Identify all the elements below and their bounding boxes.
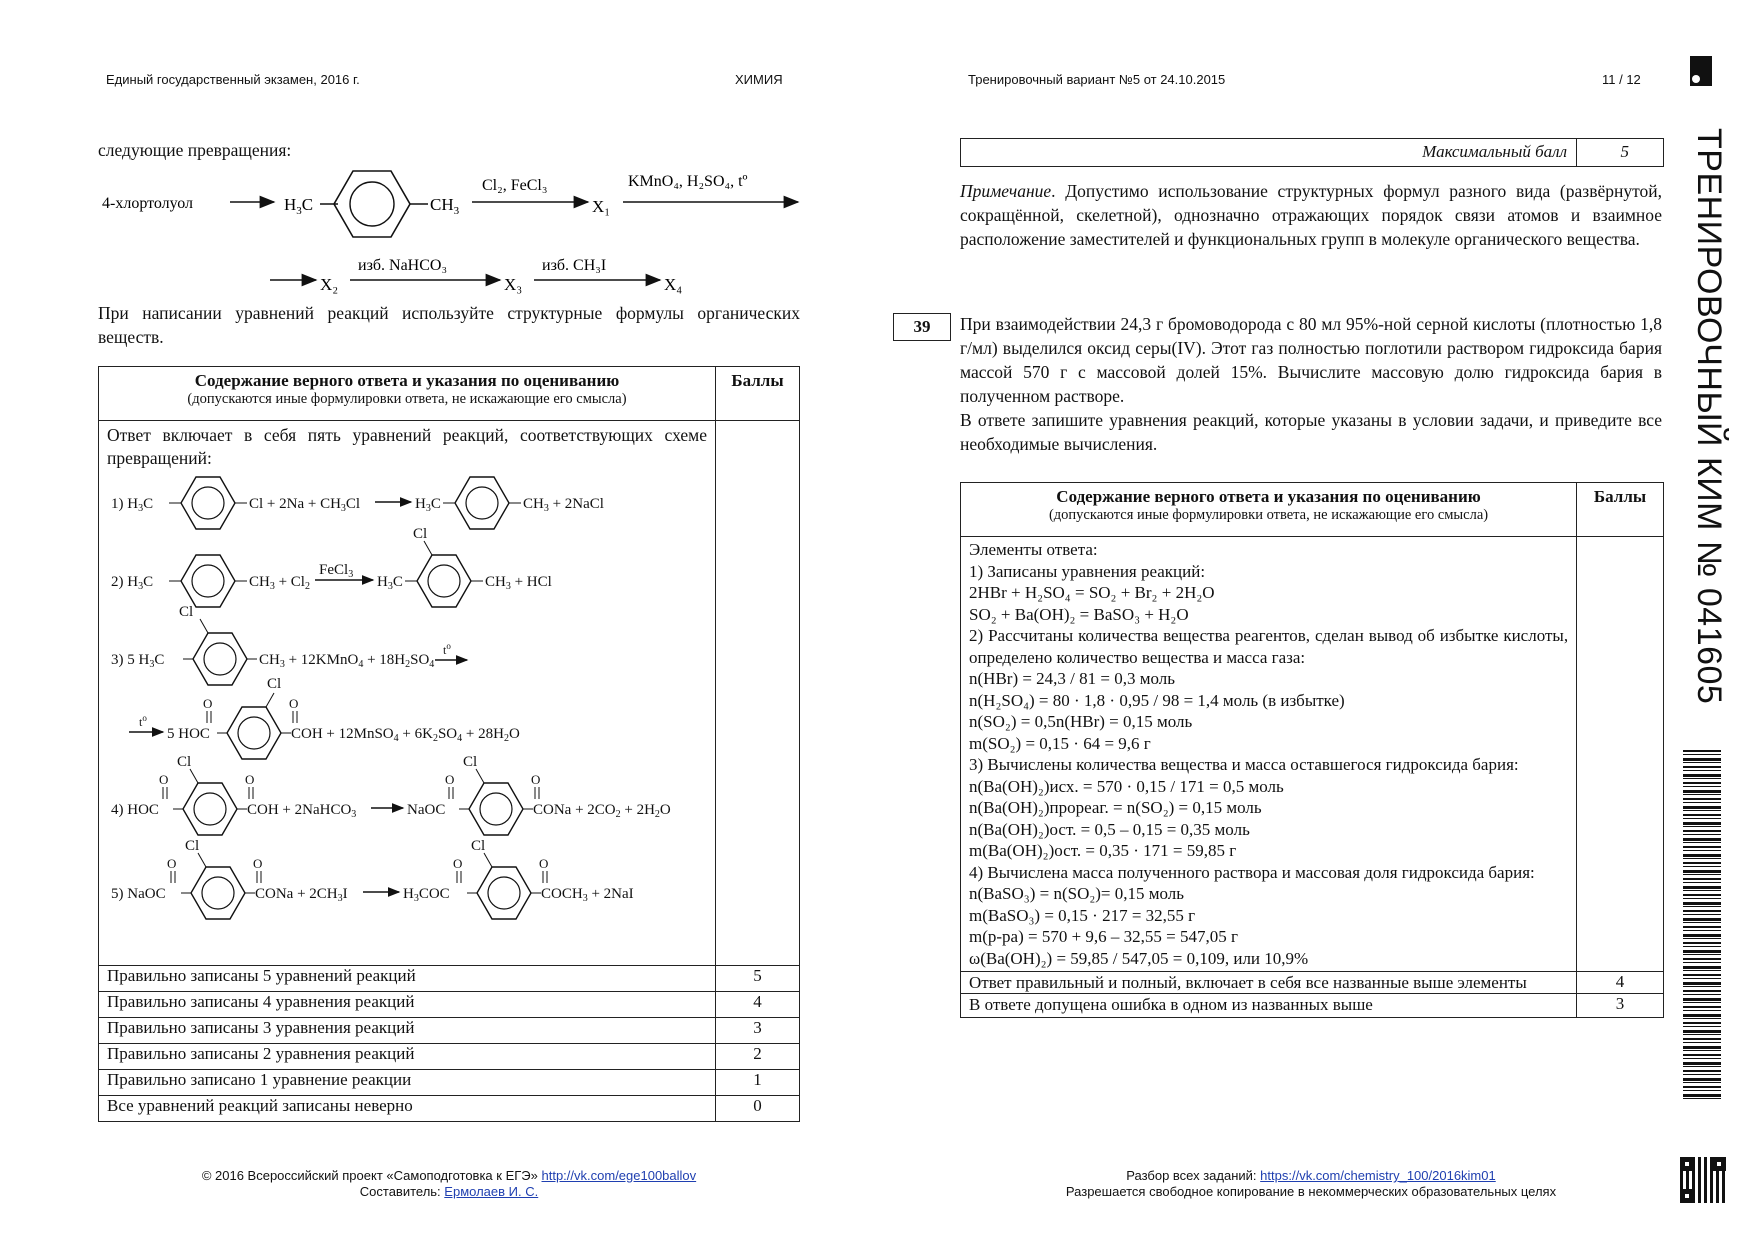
svg-text:NaOC: NaOC [407, 802, 446, 818]
ege100-link[interactable]: http://vk.com/ege100ballov [541, 1168, 697, 1183]
svg-text:CONa + 2CO2 + 2H2O: CONa + $2CO_2 + 2H_2O$ [533, 802, 671, 820]
svg-text:O: O [453, 856, 463, 871]
score-row-points: 2 [716, 1044, 800, 1070]
answer-intro: Ответ включает в себя пять уравнений реакций, соответствующих схеме превращений: [107, 425, 707, 468]
svg-text:Cl: Cl [267, 676, 282, 692]
variant-label: Тренировочный вариант №5 от 24.10.2015 [968, 72, 1226, 87]
right-table-points-header: Баллы [1577, 483, 1664, 537]
score-row-points: 5 [716, 966, 800, 992]
svg-text:4) HOC: 4) HOC [111, 802, 159, 818]
transformation-scheme [98, 160, 808, 295]
svg-text:FeCl3: FeCl$_3$ [319, 562, 354, 580]
left-table-header: Содержание верного ответа и указания по оцениванию (допускаются иные формулировки ответа, не искажающие его смысла) [99, 367, 716, 421]
svg-text:H3C: $H_3C$ [377, 574, 403, 592]
intro-text: следующие превращения: [98, 140, 292, 160]
svg-text:H3COC: $H_3COC$ [403, 886, 450, 904]
svg-text:Cl + 2Na + CH3Cl: $Cl + 2Na + CH_3Cl$ [249, 496, 361, 514]
svg-text:O: O [539, 856, 549, 871]
svg-text:CH3 + HCl: $CH_3$ + HCl [485, 574, 552, 592]
answer-elements-cell: Элементы ответа: 1) Записаны уравнения реакций: 2HBr + H₂SO₄ = SO₂ + Br₂ + 2H₂O SO₂ + Ba(OH)₂ = BaSO₃ + H₂O 2) Рассчитаны количества вещества реагентов, сделан вывод об избытке кислоты, определено количество вещества и масса газа: n(HBr) = 24,3 / 81 = 0,3 моль n(H₂SO₄) = 80 · 1,8 · 0,95 / 98 = 1,4 моль (в избытке) n(SO₂) = 0,5n(HBr) = 0,15 моль m(SO₂) = 0,15 · 64 = 9,6 г 3) Вычислены количества вещества и масса оставшегося гидроксида бария: n(Ba(OH)₂)исх. = 570 · 0,15 / 171 = 0,5 моль n(Ba(OH)₂)прореаг. = n(SO₂) = 0,15 моль n(Ba(OH)₂)ост. = 0,5 – 0,15 = 0,35 моль m(Ba(OH)₂)ост. = 0,35 · 171 = 59,85 г 4) Вычислена масса полученного раствора и массовая доля гидроксида бария: n(BaSO₃) = n(SO₂)= 0,15 моль m(BaSO₃) = 0,15 · 217 = 32,55 г m(р-ра) = 570 + 9,6 – 32,55 = 547,05 г ω(Ba(OH)₂) = 59,85 / 547,05 = 0,109, или 10,9% [961, 537, 1577, 972]
author-link[interactable]: Ермолаев И. С. [444, 1184, 539, 1199]
svg-text:to: $t^o$ [139, 713, 147, 729]
svg-text:3) 5 H3C: 3) 5 $H_3C$ [111, 652, 165, 670]
page-number: 11 / 12 [1602, 72, 1641, 87]
vertical-title-container [1678, 128, 1738, 728]
task-text: При взаимодействии 24,3 г бромоводорода с 80 мл 95%-ной серной кислоты (плотностью 1,8 г/мл) выделился оксид серы(IV). Этот газ полностью поглотили раствором гидроксида бария массой 570 г с массовой долей 15%. Вычислите массовую долю гидроксида бария в полученном растворе. В ответе запишите уравнения реакций, которые указаны в условии задачи, и приведите все необходимые вычисления. [960, 314, 1662, 454]
score-row-text: Правильно записаны 2 уравнения реакций [99, 1044, 716, 1070]
svg-text:Cl: Cl [413, 526, 428, 542]
subject-label: ХИМИЯ [735, 72, 783, 87]
svg-text:CH3 + Cl2: $CH_3 + Cl_2$ [249, 574, 310, 592]
score-row-text: Правильно записаны 3 уравнения реакций [99, 1018, 716, 1044]
svg-text:COH + 12MnSO4 + 6K2SO4 + 28H2O: COH + 12MnSO$_4$ + $6K_2SO_4 + 28H_2O$ [291, 726, 520, 744]
svg-text:O: O [289, 696, 299, 711]
barcode-icon [1683, 750, 1721, 1100]
svg-text:5 HOC: 5 HOC [167, 726, 210, 742]
score-row-points: 0 [716, 1096, 800, 1122]
left-footer: © 2016 Всероссийский проект «Самоподготовка к ЕГЭ» http://vk.com/ege100ballov Составитель: Ермолаев И. С. [201, 1168, 697, 1199]
reactions-diagram [107, 470, 707, 960]
svg-text:O: O [445, 772, 455, 787]
task-number: 39 [893, 313, 951, 341]
svg-text:H3C: $H_3C$ [284, 195, 314, 217]
scheme-x1: X₁ [592, 197, 611, 216]
svg-text:CONa + 2CH3I: CONa + $2CH_3I$ [255, 886, 348, 904]
left-answer-cell [99, 421, 716, 966]
right-table-header: Содержание верного ответа и указания по оцениванию (допускаются иные формулировки ответа, не искажающие его смысла) [961, 483, 1577, 537]
svg-text:H3C: $H_3C$ [415, 496, 441, 514]
right-grading-table [960, 482, 1664, 1018]
svg-text:Cl: Cl [471, 838, 486, 854]
score-row-text: В ответе допущена ошибка в одном из названных выше [961, 994, 1577, 1018]
svg-text:COCH3 + 2NaI: $COCH_3 + 2NaI$ [541, 886, 634, 904]
svg-text:to: $t^o$ [443, 641, 451, 657]
scheme-step1: Cl₂, FeCl₃ [482, 177, 548, 194]
score-row-text: Все уравнений реакций записаны неверно [99, 1096, 716, 1122]
svg-text:O: O [245, 772, 255, 787]
svg-text:5) NaOC: 5) NaOC [111, 886, 166, 902]
scheme-x3: X₃ [504, 275, 523, 294]
svg-text:COH + 2NaHCO3: COH + 2NaHCO$_3$ [247, 802, 357, 820]
left-table-points-header: Баллы [716, 367, 800, 421]
svg-text:Cl: Cl [179, 604, 194, 620]
score-row-points: 3 [1577, 994, 1664, 1018]
analysis-link[interactable]: https://vk.com/chemistry_100/2016kim01 [1260, 1168, 1496, 1183]
scheme-step2: KMnO₄, H₂SO₄, tº [628, 173, 748, 190]
scheme-step3: изб. NaHCO₃ [358, 257, 448, 274]
qr-code-icon [1680, 1157, 1726, 1203]
score-row-points: 1 [716, 1070, 800, 1096]
vertical-title: ТРЕНИРОВОЧНЫЙ КИМ № 041605 [1690, 128, 1728, 705]
max-score-box: Максимальный балл 5 [960, 138, 1664, 167]
score-row-points: 4 [716, 992, 800, 1018]
scheme-x4: X₄ [664, 275, 683, 294]
right-footer: Разбор всех заданий: https://vk.com/chemistry_100/2016kim01 Разрешается свободное копирование в некоммерческих образовательных целях [1065, 1168, 1557, 1199]
svg-text:Cl: Cl [463, 754, 478, 770]
note: Примечание. Допустимо использование структурных формул разного вида (развёрнутой, сокращённой, скелетной), однозначно отражающих порядок связи атомов и взаимное расположение заместителей и функциональных групп в молекуле органического вещества. [960, 181, 1662, 249]
svg-text:CH3: $CH_3$ [430, 195, 460, 217]
svg-text:O: O [531, 772, 541, 787]
svg-text:Cl: Cl [177, 754, 192, 770]
score-row-text: Ответ правильный и полный, включает в себя все названные выше элементы [961, 972, 1577, 994]
exam-title: Единый государственный экзамен, 2016 г. [106, 72, 360, 87]
svg-text:CH3 + 2NaCl: $CH_3$ + 2NaCl [523, 496, 604, 514]
svg-text:2) H3C: 2) $H_3C$ [111, 574, 154, 592]
svg-text:O: O [167, 856, 177, 871]
instruction-text: При написании уравнений реакций используйте структурные формулы органических веществ. [98, 303, 800, 347]
score-row-points: 4 [1577, 972, 1664, 994]
score-row-text: Правильно записаны 5 уравнений реакций [99, 966, 716, 992]
score-row-text: Правильно записаны 4 уравнения реакций [99, 992, 716, 1018]
scheme-x2: X₂ [320, 275, 339, 294]
score-row-text: Правильно записано 1 уравнение реакции [99, 1070, 716, 1096]
svg-text:O: O [253, 856, 263, 871]
score-row-points: 3 [716, 1018, 800, 1044]
left-grading-table [98, 366, 800, 1122]
svg-text:1) H3C: 1) $H_3C$ [111, 496, 154, 514]
scheme-start: 4-хлортолуол [102, 195, 194, 212]
corner-marker-icon [1690, 56, 1712, 86]
svg-text:O: O [159, 772, 169, 787]
svg-text:O: O [203, 696, 213, 711]
scheme-step4: изб. CH₃I [542, 257, 607, 274]
svg-text:CH3 + 12KMnO4 + 18H2SO4: $CH_3$ + 12KMnO$_4$ + $18H_2SO_4$ [259, 652, 435, 670]
svg-text:Cl: Cl [185, 838, 200, 854]
